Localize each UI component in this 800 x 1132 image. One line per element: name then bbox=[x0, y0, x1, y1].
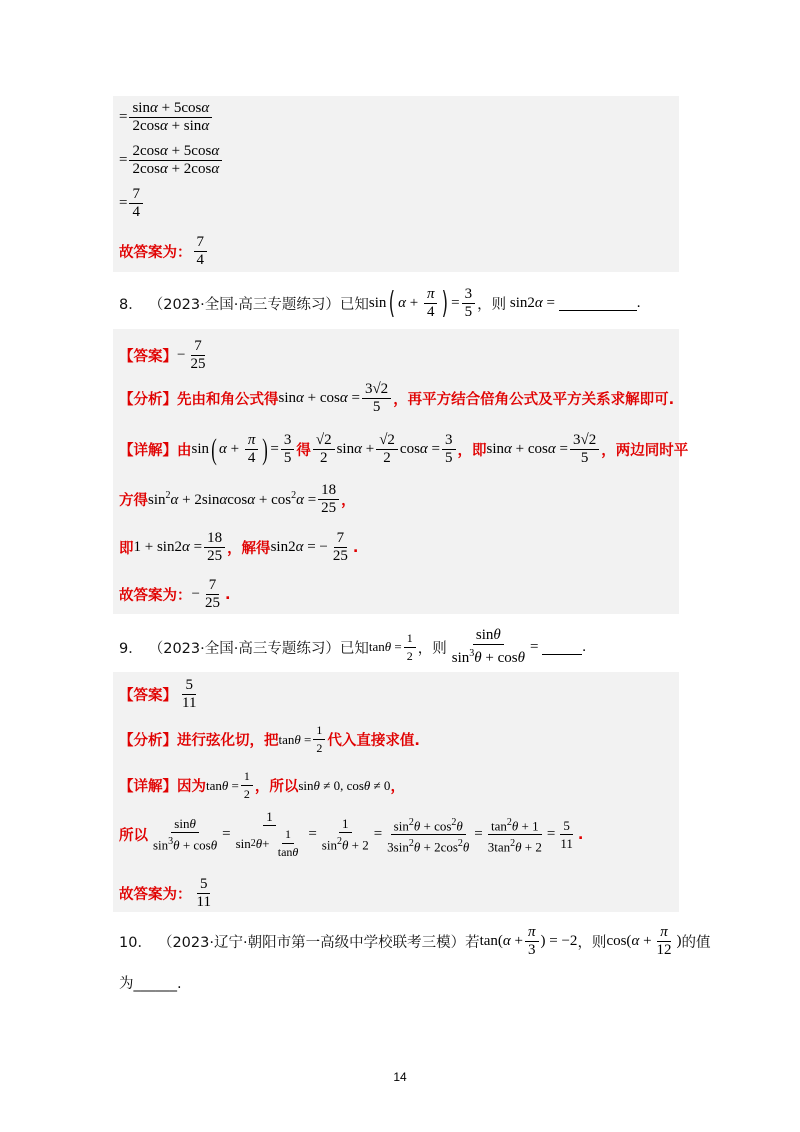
answer-label: 【答案】 bbox=[119, 349, 177, 365]
answer-q8: 【答案】 − $\frac{7}{25}$ bbox=[119, 338, 206, 372]
step-line-2: = $\frac{2\cos\alpha + 5\cos\alpha}{2\cos\alpha + 2\cos\alpha}$ bbox=[119, 143, 224, 178]
detail-q8-line3: 即 1 + sin2α = $\frac{18}{25}$ ，解得 sin2α = − $\frac{7}{25}$ . bbox=[119, 530, 359, 564]
question-number: 9． bbox=[119, 640, 143, 657]
detail-q8-line2: 方得 $\sin^2\alpha + 2\sin\alpha\cos\alpha + \cos^2\alpha$ = $\frac{18}{25}$ ， bbox=[119, 482, 356, 516]
question-source: （2023·全国·高三专题练习）已知 bbox=[148, 297, 369, 313]
question-number: 8． bbox=[119, 297, 143, 313]
final-answer-q7: 故答案为： $\frac{7}{4}$ bbox=[119, 234, 209, 269]
question-8: 8． （2023·全国·高三专题练习）已知 sin ( α + $\frac{\pi}{4}$ ) = $\frac{3}{5}$ ，则 sin2α = . bbox=[119, 285, 641, 321]
final-answer-q9: 故答案为： $\frac{5}{11}$ bbox=[119, 876, 211, 910]
analysis-q9: 【分析】 进行弦化切，把 tanθ = $\frac{1}{2}$ 代入直接求值. bbox=[119, 723, 420, 755]
page-number: 14 bbox=[393, 1070, 407, 1084]
analysis-q8: 【分析】 先由和角公式得 sinα + cosα = $\frac{3√2}{5}$ ，再平方结合倍角公式及平方关系求解即可. bbox=[119, 381, 675, 415]
question-10-line2: 为______. bbox=[119, 976, 182, 992]
analysis-label: 【分析】 bbox=[119, 392, 177, 408]
question-number: 10． bbox=[119, 935, 152, 951]
detail-q9-line1: 【详解】 因为 tanθ = $\frac{1}{2}$ ，所以 sinθ ≠ 0, cosθ ≠ 0 ， bbox=[119, 769, 405, 801]
answer-q9: 【答案】 $\frac{5}{11}$ bbox=[119, 677, 197, 711]
question-9: 9． （2023·全国·高三专题练习）已知 tanθ = $\frac{1}{2}$ ，则 $\frac{\sin\theta}{\sin^3\theta + \cos\theta}$ = . bbox=[119, 627, 586, 666]
detail-q9-line2: 所以 $\frac{\sin\theta}{\sin^3\theta + \cos\theta}$ = 1 sin 2 θ + $\frac{1}{\tan\theta}$ = $\frac{1}{\sin^2\theta + 2}$ = $\frac{\sin^2\theta + \cos^2\theta}{3\sin^2\theta + 2\cos^2\theta}$ = $\frac{\tan^2\theta + 1}{3\tan^2\theta + 2}$ = $\frac{5}{11}$ . bbox=[119, 809, 584, 859]
detail-q8-line1: 【详解】 由 sin ( α + $\frac{\pi}{4}$ ) = $\frac{3}{5}$ 得 $\frac{√2}{2}$ sinα + $\frac{√2}{2}$ cosα = $\frac{3}{5}$ ，即 sinα + cosα = $\frac{3√2}{5}$ ，两边同时平 bbox=[119, 432, 689, 466]
step-line-1: = $\frac{\sin\alpha + 5\cos\alpha}{2\cos\alpha + \sin\alpha}$ bbox=[119, 100, 214, 135]
step-line-3: = $\frac{7}{4}$ bbox=[119, 186, 145, 221]
question-source: （2023·全国·高三专题练习）已知 bbox=[148, 640, 369, 657]
question-source: （2023·辽宁·朝阳市第一高级中学校联考三模）若 bbox=[157, 935, 480, 951]
detail-label: 【详解】 bbox=[119, 443, 177, 459]
final-answer-label: 故答案为： bbox=[119, 245, 192, 261]
question-then: ，则 bbox=[477, 297, 507, 313]
final-answer-q8: 故答案为： − $\frac{7}{25}$ . bbox=[119, 577, 231, 611]
question-10: 10． （2023·辽宁·朝阳市第一高级中学校联考三模）若 tan(α + $\frac{\pi}{3}$ ) = −2 ，则 cos(α + $\frac{\pi}{12}$ ) 的值 bbox=[119, 924, 711, 958]
